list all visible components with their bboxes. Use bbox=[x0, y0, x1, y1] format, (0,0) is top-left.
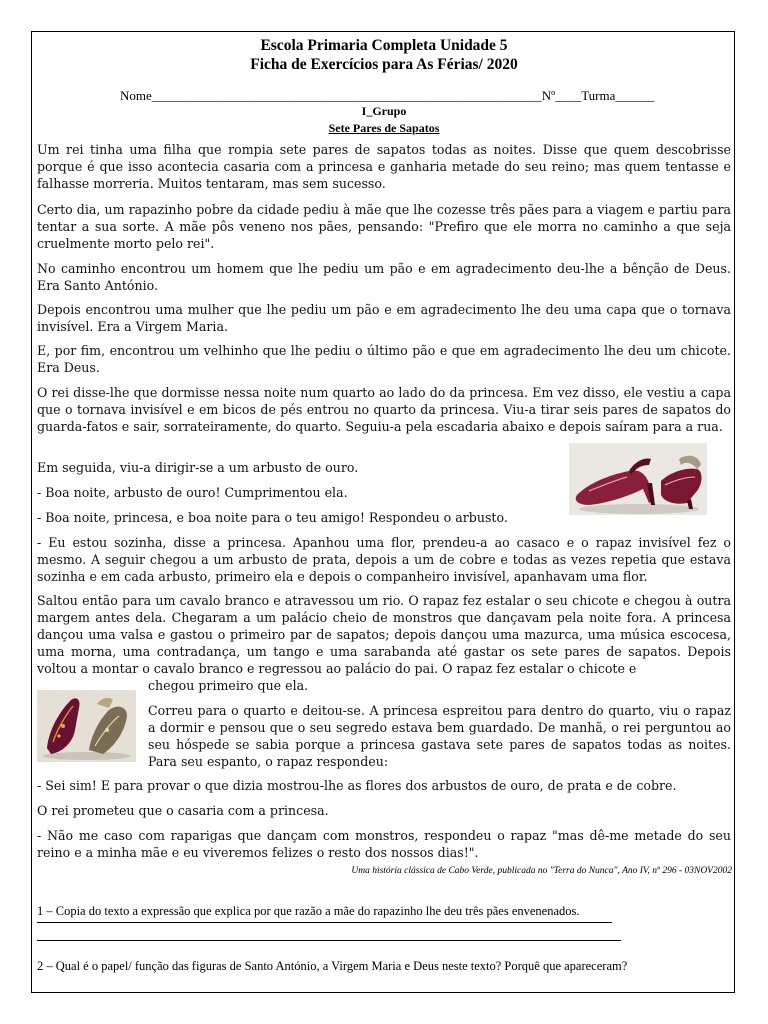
red-heels-image bbox=[569, 443, 707, 515]
story-paragraph-3: No caminho encontrou um homem que lhe pediu um pão e em agradecimento deu-lhe a bênção de Deus. Era Santo António. bbox=[37, 261, 731, 293]
story-paragraph-7: Em seguida, viu-a dirigir-se a um arbusto de ouro. bbox=[37, 460, 359, 475]
story-paragraph-13: - Sei sim! E para provar o que dizia mostrou-lhe as flores dos arbustos de ouro, de prata e de cobre. bbox=[37, 778, 677, 793]
story-paragraph-5: E, por fim, encontrou um velhinho que lhe pediu o último pão e que em agradecimento lhe deu um chicote. Era Deus. bbox=[37, 343, 731, 375]
embroidered-slippers-image bbox=[37, 690, 136, 762]
answer-line-1 bbox=[37, 922, 612, 923]
story-paragraph-11-end: chegou primeiro que ela. bbox=[148, 678, 309, 693]
story-paragraph-14: O rei prometeu que o casaria com a princesa. bbox=[37, 803, 329, 818]
story-paragraph-10: - Eu estou sozinha, disse a princesa. Apanhou uma flor, prendeu-a ao casaco e o rapaz invisível fez o mesmo. A seguir chegou a um arbusto de prata, depois a um de cobre e todas as vezes repetia que estava sozinha e em cada arbusto, primeiro ela e depois o companheiro invisível, apanhavam uma flor. bbox=[37, 535, 731, 584]
story-paragraph-8: - Boa noite, arbusto de ouro! Cumprimentou ela. bbox=[37, 485, 348, 500]
question-1: 1 – Copia do texto a expressão que explica por que razão a mãe do rapazinho lhe deu três pães envenenados. bbox=[37, 904, 580, 918]
worksheet-title: Ficha de Exercícios para As Férias/ 2020 bbox=[250, 56, 518, 73]
story-title: Sete Pares de Sapatos bbox=[328, 121, 440, 135]
story-paragraph-4: Depois encontrou uma mulher que lhe pediu um pão e em agradecimento lhe deu uma capa que o tornava invisível. Era a Virgem Maria. bbox=[37, 302, 731, 334]
group-heading: I_Grupo bbox=[361, 104, 407, 118]
story-paragraph-11: Saltou então para um cavalo branco e atravessou um rio. O rapaz fez estalar o seu chicote e chegou à outra margem antes dela. Chegaram a um palácio cheio de monstros que dançavam pela noite fora. A princesa dançou uma valsa e gastou o primeiro par de sapatos; depois dançou uma mazurca, uma música escocesa, uma morna, uma contradança, um tango e uma sarabanda até gastar os sete pares de sapatos. Depois voltou a montar o cavalo branco e regressou ao palácio do pai. O rapaz fez estalar o chicote e bbox=[37, 593, 731, 676]
story-paragraph-1: Um rei tinha uma filha que rompia sete pares de sapatos todas as noites. Disse que quem descobrisse porque é que isso acontecia casaria com a princesa e ganharia metade do seu reino; mas quem tentasse e falhasse morreria. Muitos tentaram, mas sem sucesso. bbox=[37, 142, 731, 191]
story-paragraph-12: Correu para o quarto e deitou-se. A princesa espreitou para dentro do quarto, viu o rapaz a dormir e pensou que o seu segredo estava bem guardado. De manhã, o rei perguntou ao seu hóspede se sabia porque a princesa gastava sete pares de sapatos todas as noites. Para seu espanto, o rapaz respondeu: bbox=[148, 703, 731, 769]
name-fields-line: Nome____________________________________________________________Nº____Turma______ bbox=[120, 88, 655, 103]
story-paragraph-9: - Boa noite, princesa, e boa noite para o teu amigo! Respondeu o arbusto. bbox=[37, 510, 508, 525]
question-2: 2 – Qual é o papel/ função das figuras de Santo António, a Virgem Maria e Deus neste texto? Porquê que apareceram? bbox=[37, 959, 628, 973]
school-title: Escola Primaria Completa Unidade 5 bbox=[260, 37, 508, 54]
answer-line-2 bbox=[37, 940, 621, 941]
source-citation: Uma história clássica de Cabo Verde, publicada no "Terra do Nunca", Ano IV, nº 296 - 03NOV2002 bbox=[351, 866, 732, 876]
story-paragraph-2: Certo dia, um rapazinho pobre da cidade pediu à mãe que lhe cozesse três pães para a viagem e partiu para tentar a sua sorte. A mãe pôs veneno nos pães, pensando: "Prefiro que ele morra no caminho a que seja cruelmente morto pelo rei". bbox=[37, 202, 731, 251]
story-paragraph-15: - Não me caso com raparigas que dançam com monstros, respondeu o rapaz "mas dê-me metade do seu reino e a minha mãe e eu viveremos felizes o resto dos nossos dias!". bbox=[37, 828, 731, 860]
story-paragraph-6: O rei disse-lhe que dormisse nessa noite num quarto ao lado do da princesa. Em vez disso, ele vestiu a capa que o tornava invisível e em bicos de pés entrou no quarto da princesa. Viu-a tirar seis pares de sapatos do guarda-fatos e sair, sorrateiramente, do quarto. Seguiu-a pela escadaria abaixo e depois saíram para a rua. bbox=[37, 385, 731, 434]
